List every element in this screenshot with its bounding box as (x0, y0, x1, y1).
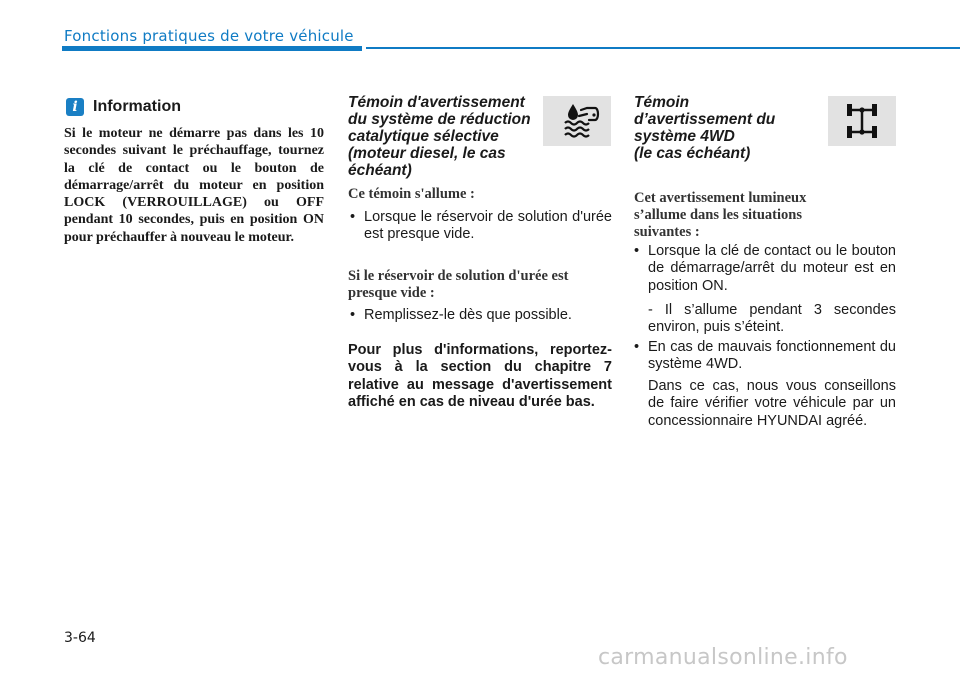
4wd-warning-title: Témoin d’avertissement du système 4WD (le cas échéant) (634, 94, 776, 162)
list-item-text: Lorsque la clé de contact ou le bouton de démarrage/arrêt du moteur est en position ON. (648, 243, 896, 294)
list-item (634, 339, 896, 375)
list-item-text: Lorsque le réservoir de solution d'urée est presque vide. (364, 209, 612, 243)
information-heading (66, 98, 181, 116)
information-title: Information (93, 98, 181, 115)
scr-note: Pour plus d'informations, reportez-vous à la section du chapitre 7 relative au message d'avertissement affiché en cas de niveau d'urée bas. (348, 342, 612, 410)
list-item-text: En cas de mauvais fonctionnement du système 4WD. (648, 339, 896, 373)
sub-list-item: - Il s’allume pendant 3 secondes environ, puis s’éteint. (648, 302, 896, 336)
header-rule-dark (62, 46, 362, 51)
bullet-icon: • (350, 307, 356, 323)
header-rule-light (366, 47, 960, 49)
bullet-icon: • (350, 209, 356, 225)
bullet-icon: • (634, 339, 640, 355)
urea-level-warning-icon (543, 96, 611, 146)
page-number: 3-64 (64, 630, 96, 646)
section-title: Fonctions pratiques de votre véhicule (64, 27, 354, 45)
4wd-warning-icon (828, 96, 896, 146)
scr-warning-title: Témoin d'avertissement du système de réduction catalytique sélective (moteur diesel, le cas échéant) (348, 94, 531, 179)
bullet-icon: • (634, 243, 640, 259)
scr-condition-heading: Ce témoin s'allume : (348, 186, 475, 202)
list-item (350, 209, 612, 245)
watermark: carmanualsonline.info (598, 645, 848, 670)
4wd-condition-heading: Cet avertissement lumineux s’allume dans les situations suivantes : (634, 190, 807, 240)
information-body: Si le moteur ne démarre pas dans les 10 secondes suivant le préchauffage, tournez la clé de contact ou le bouton de démarrage/arrêt du moteur en position LOCK (VERROUILLAGE) ou OFF pendant 10 secondes, puis en position ON pour préchauffer à nouveau le moteur. (64, 126, 324, 245)
list-item (634, 243, 896, 299)
scr-action-heading: Si le réservoir de solution d'urée est presque vide : (348, 268, 569, 301)
4wd-advice: Dans ce cas, nous vous conseillons de faire vérifier votre véhicule par un concessionnaire HYUNDAI agréé. (648, 378, 896, 429)
list-item-text: Remplissez-le dès que possible. (364, 307, 572, 323)
list-item (350, 307, 612, 327)
info-icon: i (66, 98, 84, 116)
